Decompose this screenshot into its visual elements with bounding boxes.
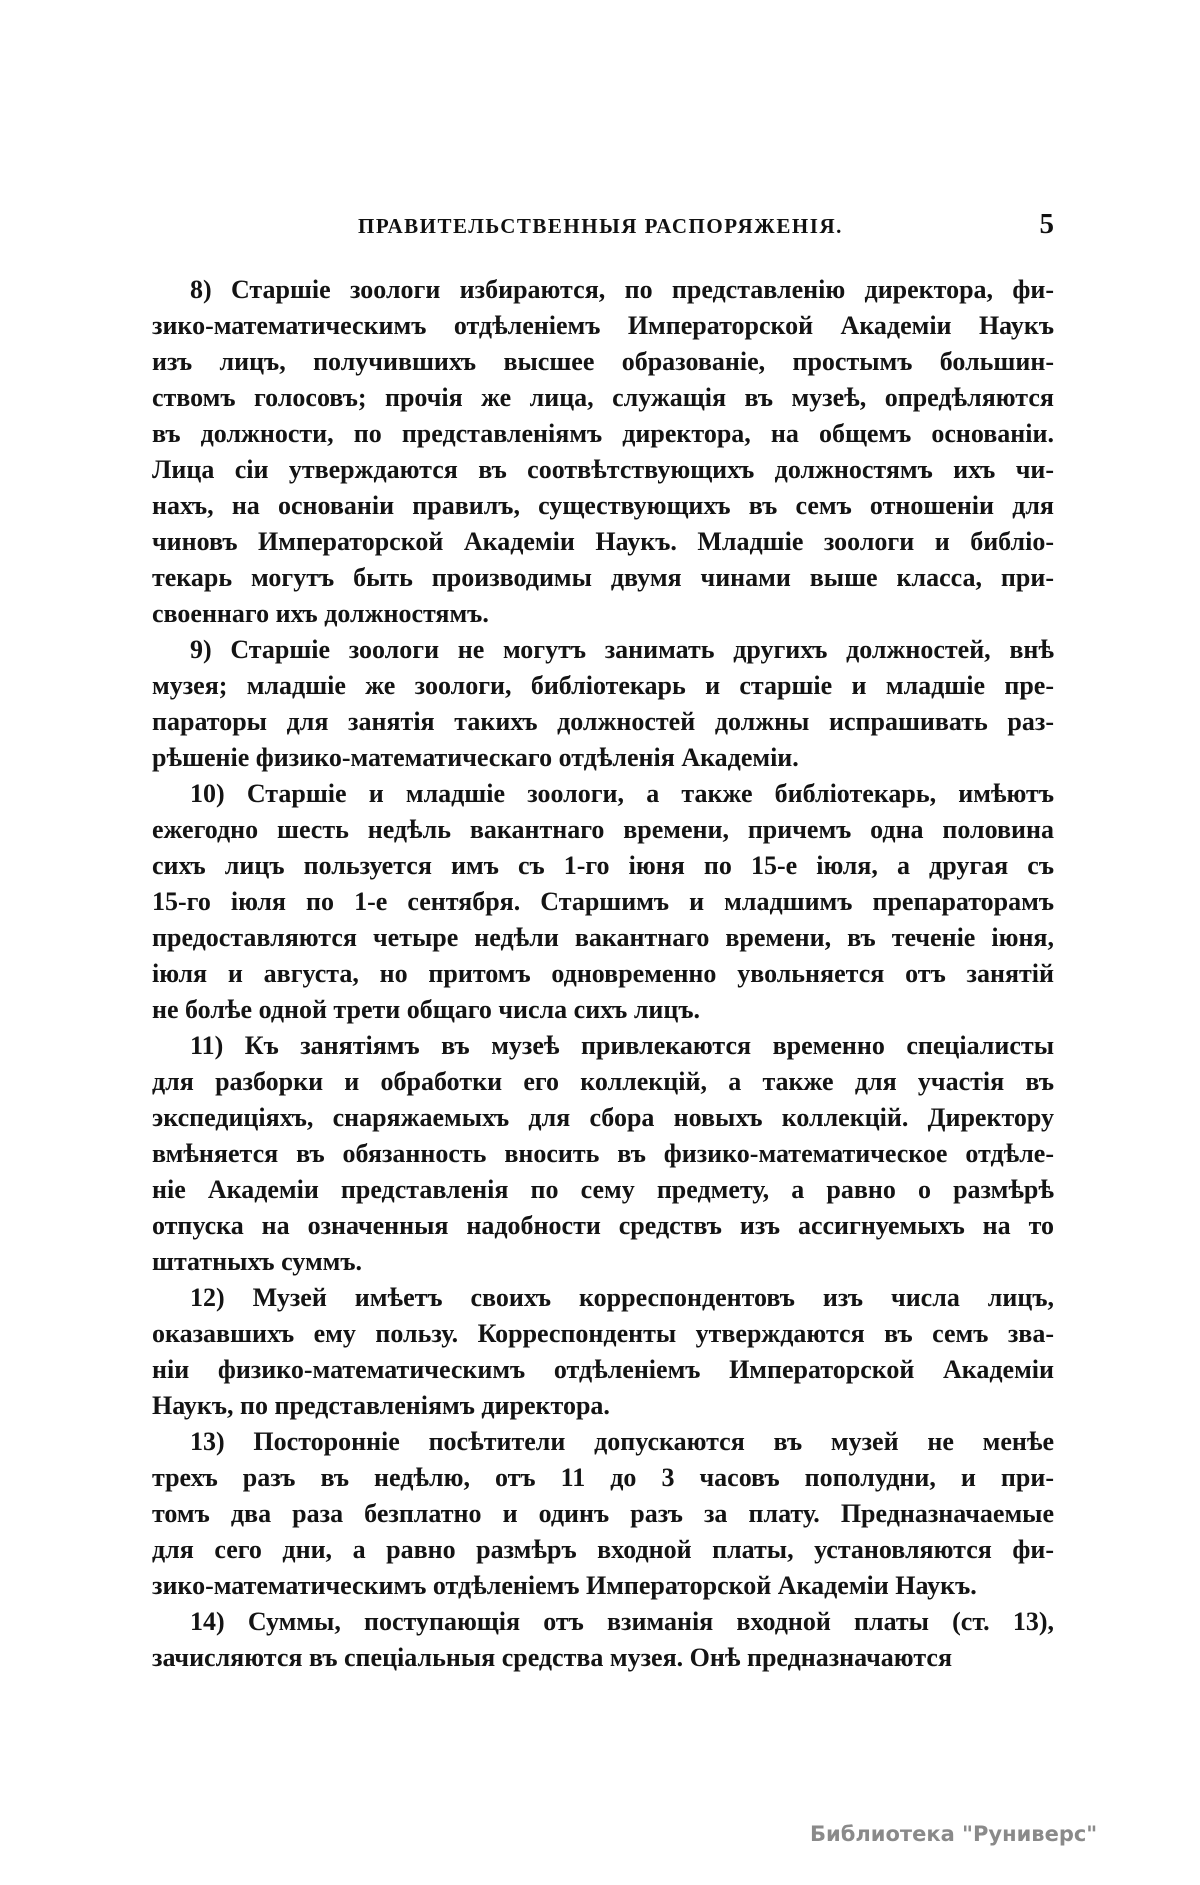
text-line: параторы для занятія такихъ должностей должны испрашивать раз-	[152, 707, 1054, 736]
text-line: ніе Академіи представленія по сему предмету, а равно о размѣрѣ	[152, 1175, 1054, 1204]
paragraph	[152, 1604, 1054, 1676]
text-line: 15-го іюля по 1-е сентября. Старшимъ и младшимъ препараторамъ	[152, 887, 1054, 916]
text-line: 12) Музей имѣетъ своихъ корреспондентовъ изъ числа лицъ,	[190, 1283, 1054, 1312]
text-line: 10) Старшіе и младшіе зоологи, а также библіотекарь, имѣютъ	[190, 779, 1054, 808]
text-line: чиновъ Императорской Академіи Наукъ. Младшіе зоологи и библіо-	[152, 527, 1054, 556]
text-line: зико-математическимъ отдѣленіемъ Императорской Академіи Наукъ	[152, 311, 1054, 340]
text-line: рѣшеніе физико-математическаго отдѣленія Академіи.	[152, 743, 799, 772]
text-line: изъ лицъ, получившихъ высшее образованіе, простымъ большин-	[152, 347, 1054, 376]
page-number: 5	[1039, 208, 1054, 240]
text-line: ніи физико-математическимъ отдѣленіемъ Императорской Академіи	[152, 1355, 1054, 1384]
body-text	[152, 272, 1054, 1676]
text-line: 9) Старшіе зоологи не могутъ занимать другихъ должностей, внѣ	[190, 635, 1054, 664]
text-line: 8) Старшіе зоологи избираются, по представленію директора, фи-	[190, 275, 1054, 304]
text-line: сихъ лицъ пользуется имъ съ 1-го іюня по 15-е іюля, а другая съ	[152, 851, 1054, 880]
text-line: своеннаго ихъ должностямъ.	[152, 599, 489, 628]
paragraph	[152, 1424, 1054, 1604]
text-line: отпуска на означенныя надобности средствъ изъ ассигнуемыхъ на то	[152, 1211, 1054, 1240]
text-line: въ должности, по представленіямъ директора, на общемъ основаніи.	[152, 419, 1054, 448]
text-line: томъ два раза безплатно и одинъ разъ за плату. Предназначаемые	[152, 1499, 1054, 1528]
text-line: музея; младшіе же зоологи, библіотекарь и старшіе и младшіе пре-	[152, 671, 1054, 700]
text-line: ствомъ голосовъ; прочія же лица, служащія въ музеѣ, опредѣляются	[152, 383, 1054, 412]
paragraph	[152, 1028, 1054, 1280]
text-line: трехъ разъ въ недѣлю, отъ 11 до 3 часовъ пополудни, и при-	[152, 1463, 1054, 1492]
paragraph	[152, 272, 1054, 632]
text-line: 13) Посторонніе посѣтители допускаются въ музей не менѣе	[190, 1427, 1054, 1456]
text-line: Наукъ, по представленіямъ директора.	[152, 1391, 610, 1420]
running-header	[152, 210, 1054, 246]
paragraph	[152, 776, 1054, 1028]
text-line: не болѣе одной трети общаго числа сихъ лицъ.	[152, 995, 701, 1024]
paragraph	[152, 632, 1054, 776]
text-line: штатныхъ суммъ.	[152, 1247, 363, 1276]
running-title: ПРАВИТЕЛЬСТВЕННЫЯ РАСПОРЯЖЕНІЯ.	[358, 214, 843, 238]
text-line: зико-математическимъ отдѣленіемъ Императорской Академіи Наукъ.	[152, 1571, 977, 1600]
text-line: для сего дни, а равно размѣръ входной платы, установляются фи-	[152, 1535, 1054, 1564]
text-line: текарь могутъ быть производимы двумя чинами выше класса, при-	[152, 563, 1054, 592]
text-line: нахъ, на основаніи правилъ, существующихъ въ семъ отношеніи для	[152, 491, 1054, 520]
paragraph	[152, 1280, 1054, 1424]
text-line: зачисляются въ спеціальныя средства музея. Онѣ предназначаются	[152, 1643, 953, 1672]
text-line: 14) Суммы, поступающія отъ взиманія входной платы (ст. 13),	[190, 1607, 1054, 1636]
text-line: для разборки и обработки его коллекцій, а также для участія въ	[152, 1067, 1054, 1096]
text-line: экспедиціяхъ, снаряжаемыхъ для сбора новыхъ коллекцій. Директору	[152, 1103, 1054, 1132]
text-line: ежегодно шесть недѣль вакантнаго времени, причемъ одна половина	[152, 815, 1054, 844]
text-line: оказавшихъ ему пользу. Корреспонденты утверждаются въ семъ зва-	[152, 1319, 1054, 1348]
text-line: іюля и августа, но притомъ одновременно увольняется отъ занятій	[152, 959, 1054, 988]
text-line: 11) Къ занятіямъ въ музеѣ привлекаются временно спеціалисты	[190, 1031, 1054, 1060]
library-watermark: Библиотека "Руниверс"	[810, 1822, 1098, 1846]
text-line: предоставляются четыре недѣли вакантнаго времени, въ теченіе іюня,	[152, 923, 1054, 952]
text-line: Лица сіи утверждаются въ соотвѣтствующихъ должностямъ ихъ чи-	[152, 455, 1054, 484]
text-line: вмѣняется въ обязанность вносить въ физико-математическое отдѣле-	[152, 1139, 1054, 1168]
